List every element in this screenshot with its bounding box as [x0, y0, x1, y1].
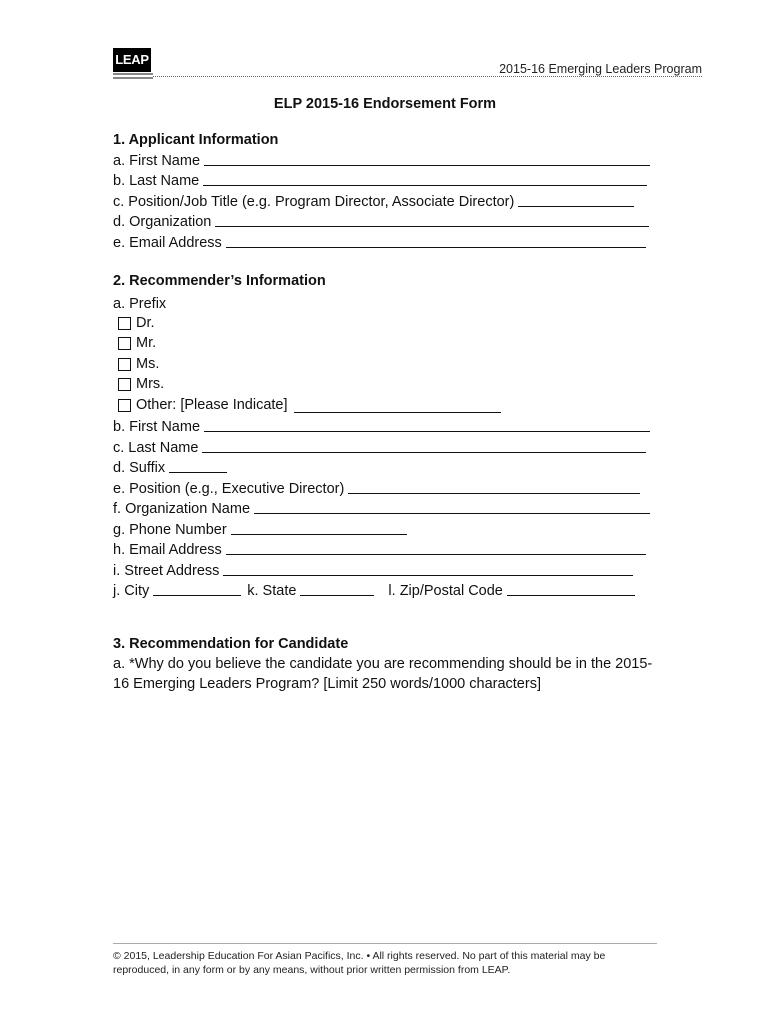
city-label: j. City: [113, 583, 150, 599]
option-label: Mr.: [136, 335, 157, 351]
field-label: d. Suffix: [113, 460, 166, 476]
recommender-email-input[interactable]: [226, 540, 646, 555]
option-label: Mrs.: [136, 376, 165, 392]
applicant-position-row: [113, 190, 634, 210]
section-applicant-heading: 1. Applicant Information: [113, 132, 279, 148]
copyright-notice: © 2015, Leadership Education For Asian Pacifics, Inc. • All rights reserved. No part of this material may be reproduced, in any form or by any means, without prior written permission from LEAP.: [113, 950, 606, 976]
leap-logo: LEAP: [113, 48, 151, 82]
recommender-suffix-row: [113, 456, 227, 476]
prefix-label: a. Prefix: [113, 296, 167, 312]
option-label: Ms.: [136, 356, 160, 372]
recommender-suffix-input[interactable]: [169, 458, 227, 473]
header-divider: [153, 76, 702, 77]
state-label: k. State: [247, 583, 297, 599]
field-label: h. Email Address: [113, 542, 222, 558]
recommender-last-name-row: [113, 436, 646, 456]
recommender-organization-row: [113, 497, 650, 517]
prefix-option-other[interactable]: [118, 395, 501, 415]
recommender-street-input[interactable]: [223, 561, 633, 576]
prefix-option-dr[interactable]: [118, 313, 155, 333]
section-recommendation-heading: 3. Recommendation for Candidate: [113, 636, 349, 652]
checkbox-icon[interactable]: [118, 317, 131, 330]
recommender-phone-row: [113, 518, 407, 538]
applicant-first-name-input[interactable]: [204, 151, 650, 166]
field-label: e. Position (e.g., Executive Director): [113, 481, 345, 497]
checkbox-icon[interactable]: [118, 337, 131, 350]
field-label: e. Email Address: [113, 235, 222, 251]
field-label: c. Last Name: [113, 440, 199, 456]
applicant-email-row: [113, 231, 646, 251]
program-name: 2015-16 Emerging Leaders Program: [499, 62, 702, 76]
field-label: i. Street Address: [113, 563, 220, 579]
recommender-city-state-zip-row: [113, 579, 635, 599]
recommender-position-input[interactable]: [348, 479, 640, 494]
recommender-state-input[interactable]: [300, 581, 374, 596]
applicant-last-name-row: [113, 169, 647, 189]
applicant-organization-input[interactable]: [215, 212, 649, 227]
applicant-position-input[interactable]: [518, 192, 634, 207]
recommender-street-row: [113, 559, 633, 579]
applicant-last-name-input[interactable]: [203, 171, 647, 186]
section-recommender-heading: 2. Recommender’s Information: [113, 273, 326, 289]
prefix-label-row: [113, 292, 166, 312]
field-label: g. Phone Number: [113, 522, 227, 538]
recommender-last-name-input[interactable]: [202, 438, 646, 453]
recommender-first-name-input[interactable]: [204, 417, 650, 432]
field-label: a. First Name: [113, 153, 201, 169]
applicant-email-input[interactable]: [226, 233, 646, 248]
recommender-email-row: [113, 538, 646, 558]
applicant-first-name-row: [113, 149, 650, 169]
recommendation-question: a. *Why do you believe the candidate you are recommending should be in the 2015-16 Emerging Leaders Program? [Limit 250 words/1000 characters]: [113, 656, 653, 692]
field-label: b. First Name: [113, 419, 201, 435]
option-label: Other: [Please Indicate]: [136, 397, 288, 413]
checkbox-icon[interactable]: [118, 358, 131, 371]
checkbox-icon[interactable]: [118, 399, 131, 412]
recommender-position-row: [113, 477, 640, 497]
field-label: f. Organization Name: [113, 501, 251, 517]
zip-label: l. Zip/Postal Code: [388, 583, 503, 599]
recommender-phone-input[interactable]: [231, 520, 407, 535]
prefix-option-ms[interactable]: [118, 354, 159, 374]
prefix-option-mrs[interactable]: [118, 374, 164, 394]
recommender-zip-input[interactable]: [507, 581, 635, 596]
applicant-organization-row: [113, 210, 649, 230]
prefix-other-input[interactable]: [294, 398, 501, 413]
option-label: Dr.: [136, 315, 155, 331]
recommender-city-input[interactable]: [153, 581, 241, 596]
footer-divider: [113, 943, 657, 944]
recommender-first-name-row: [113, 415, 650, 435]
form-title: ELP 2015-16 Endorsement Form: [273, 96, 497, 112]
field-label: c. Position/Job Title (e.g. Program Director, Associate Director): [113, 194, 515, 210]
field-label: b. Last Name: [113, 173, 200, 189]
field-label: d. Organization: [113, 214, 212, 230]
recommendation-answer-area[interactable]: [113, 700, 658, 930]
checkbox-icon[interactable]: [118, 378, 131, 391]
recommender-organization-input[interactable]: [254, 499, 650, 514]
prefix-option-mr[interactable]: [118, 333, 156, 353]
